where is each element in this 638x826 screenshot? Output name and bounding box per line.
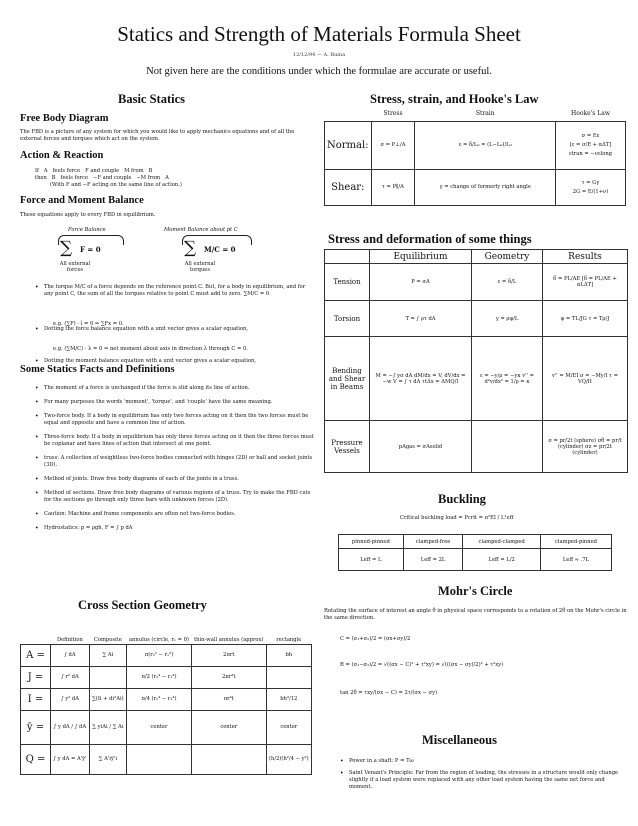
table-row-key: J = bbox=[21, 666, 51, 688]
table-cell: v'' = M/EI σ = −My/I τ = VQ/It bbox=[542, 337, 627, 421]
table-row-key: A = bbox=[21, 644, 51, 666]
table-header: Results bbox=[542, 250, 627, 264]
misc-item: • Saint Venant's Principle: Far from the region of loading, the stresses in a structure would only change slightly if a load system were replaced with any other load system having the same net force and moment. bbox=[340, 770, 622, 791]
stress-deformation-title: Stress and deformation of some things bbox=[328, 232, 532, 246]
hooke-line: τ = Gγ bbox=[581, 179, 600, 186]
hooke-shear-cell bbox=[556, 169, 626, 205]
table-cell: Leff = L bbox=[339, 549, 404, 571]
table-cell: γ = ρφ/L bbox=[472, 301, 543, 337]
statics-bullet: • Dotting the force balance equation with a unit vector gives a scalar equation, bbox=[35, 326, 315, 333]
table-header: Stress bbox=[371, 107, 415, 121]
fbd-title: Free Body Diagram bbox=[20, 113, 109, 124]
table-cell: δ = PL/AE [δ = PL/AE + αLΔT] bbox=[542, 264, 627, 301]
table-row-key: ȳ = bbox=[21, 710, 51, 744]
force-balance-eq: F = 0 bbox=[80, 245, 101, 254]
table-cell: center bbox=[191, 710, 266, 744]
table-cell: center bbox=[126, 710, 191, 744]
table-cell: center bbox=[266, 710, 311, 744]
table-header: thin-wall annulus (approx) bbox=[191, 614, 266, 644]
table-cell: Leff = L/2 bbox=[463, 549, 540, 571]
table-cell: ∫ dA bbox=[51, 644, 90, 666]
table-header: clamped-pinned bbox=[540, 535, 611, 549]
basic-statics-title: Basic Statics bbox=[118, 92, 186, 106]
table-cell: πr³t bbox=[191, 688, 266, 710]
statics-bullet: • Dotting the moment balance equation with a unit vector gives a scalar equation, bbox=[35, 358, 315, 365]
fb-under2: forces bbox=[66, 267, 84, 273]
fact-item: • Hydrostatics: p = ρgh, F = ∫ p dA bbox=[35, 525, 317, 532]
table-cell: 2πr³t bbox=[191, 666, 266, 688]
force-balance-label: Force Balance bbox=[68, 227, 106, 233]
sum-symbol: ∑ bbox=[60, 238, 73, 258]
fbd-text: The FBD is a picture of any system for which you would like to apply mechanics equations and of all the external forces and torques which act on the system. bbox=[20, 129, 295, 142]
stress-deformation-table bbox=[324, 249, 628, 473]
stress-strain-title: Stress, strain, and Hooke's Law bbox=[370, 92, 539, 106]
table-header: clamped-free bbox=[403, 535, 463, 549]
table-cell: π/2 (r₂⁴ − r₁⁴) bbox=[126, 666, 191, 688]
fact-item: • The moment of a force is unchanged if the force is slid along its line of action. bbox=[35, 385, 317, 392]
bullet-eq: e.g. (∑F) · î = 0 ⇒ ∑Fx = 0. bbox=[53, 321, 124, 327]
subtitle: Not given here are the conditions under which the formulae are accurate or useful. bbox=[146, 66, 492, 77]
table-cell: γ = change of formerly right angle bbox=[415, 169, 556, 205]
fact-item: • Method of joints. Draw free body diagrams of each of the joints in a truss. bbox=[35, 476, 317, 483]
fmb-title: Force and Moment Balance bbox=[20, 195, 144, 206]
fmb-text: These equations apply to every FBD in equilibrium. bbox=[20, 212, 156, 218]
date-author: 12/12/94 — A. Ruina bbox=[292, 52, 346, 58]
mohr-angle-eq: tan 2θ = τxy/(σx − C) = 2τ/(σx − σy) bbox=[340, 690, 438, 696]
table-header: Strain bbox=[415, 107, 556, 121]
table-cell: π/4 (r₂⁴ − r₁⁴) bbox=[126, 688, 191, 710]
table-row-label: Pressure Vessels bbox=[325, 421, 370, 473]
table-cell bbox=[21, 614, 51, 644]
hooke-line: εtran = −νεlong bbox=[569, 151, 612, 157]
table-cell: 2πrt bbox=[191, 644, 266, 666]
misc-list bbox=[340, 758, 622, 791]
table-cell: ∫ y dA / ∫ dA bbox=[51, 710, 90, 744]
table-header: Hooke's Law bbox=[556, 107, 626, 121]
table-cell: Leff ≈ .7L bbox=[540, 549, 611, 571]
table-cell bbox=[472, 421, 543, 473]
table-cell: ∑(Ii + di²Ai) bbox=[89, 688, 126, 710]
table-header: Equilibrium bbox=[370, 250, 472, 264]
table-cell: ε = −y/ρ = −yκ v'' = d²v/dx² = 1/ρ = κ bbox=[472, 337, 543, 421]
misc-title: Miscellaneous bbox=[422, 733, 497, 747]
hooke-normal-cell bbox=[556, 121, 626, 169]
ar-line2: then B feels force −F and couple −M from A bbox=[35, 175, 169, 181]
cross-section-title: Cross Section Geometry bbox=[78, 598, 207, 612]
bullet-eq: e.g. (∑M/C) · λ = 0 ⇒ net moment about axis in direction λ through C = 0. bbox=[53, 346, 248, 352]
mb-under1: All external bbox=[184, 261, 216, 267]
hooke-line: [ε = σ/E + αΔT] bbox=[569, 142, 612, 148]
table-header: clamped-clamped bbox=[463, 535, 540, 549]
fact-item: • Caution: Machine and frame components are often not two-force bodies. bbox=[35, 511, 317, 518]
table-cell: ∑ A'iȳ'i bbox=[89, 744, 126, 774]
fact-item: • truss: A collection of weightless two-force bodies connected with hinges (2D) or ball and socket joints (3D). bbox=[35, 455, 317, 469]
table-cell: P = σA bbox=[370, 264, 472, 301]
table-cell: ∫ r² dA bbox=[51, 666, 90, 688]
table-cell bbox=[325, 107, 372, 121]
table-cell bbox=[266, 666, 311, 688]
table-row-key: Q = bbox=[21, 744, 51, 774]
sum-symbol: ∑ bbox=[184, 238, 197, 258]
moment-balance-label: Moment Balance about pt C bbox=[164, 227, 238, 233]
table-cell: ∫ y² dA bbox=[51, 688, 90, 710]
table-header: annulus (circle, r₁ = 0) bbox=[126, 614, 191, 644]
statics-bullet: • The torque M/C of a force depends on the reference point C. But, for a body in equilibrium, and for any point C, the sum of all the torques relative to point C must add to zero. ∑M/C = 0 bbox=[35, 284, 315, 298]
table-cell: M = −∫ yσ dA dM/dx = V, dV/dx = −w V = ∫ τ dA τtΔx = ΔMQ/I bbox=[370, 337, 472, 421]
table-cell: φ = TL/JG τ = Tρ/J bbox=[542, 301, 627, 337]
statics-facts-title: Some Statics Facts and Definitions bbox=[20, 364, 175, 375]
table-row-label: Torsion bbox=[325, 301, 370, 337]
table-header: pinned-pinned bbox=[339, 535, 404, 549]
table-cell: ∫ y dA = A'ȳ' bbox=[51, 744, 90, 774]
fact-item: • For many purposes the words 'moment', 'torque', and 'couple' have the same meaning. bbox=[35, 399, 317, 406]
table-cell: ∑ Ai bbox=[89, 644, 126, 666]
moment-balance-eq: M/C = 0 bbox=[204, 245, 236, 254]
table-cell: ε = δ/L bbox=[472, 264, 543, 301]
table-header: rectangle bbox=[266, 614, 311, 644]
table-cell: σ = P⊥/A bbox=[371, 121, 415, 169]
table-cell: T = ∫ ρτ dA bbox=[370, 301, 472, 337]
cross-section-table bbox=[20, 614, 312, 775]
table-cell: Leff = 2L bbox=[403, 549, 463, 571]
fact-item: • Method of sections. Draw free body diagrams of various regions of a truss. Try to make the FBD cuts for the sections go through only three bars with unknown forces (2D). bbox=[35, 490, 317, 504]
table-cell: τ = P∥/A bbox=[371, 169, 415, 205]
fb-under1: All external bbox=[59, 261, 91, 267]
statics-facts-list bbox=[35, 385, 317, 532]
table-cell bbox=[325, 250, 370, 264]
table-cell: bh bbox=[266, 644, 311, 666]
mohr-radius-eq: R = (σ₁−σ₂)/2 = √((σx − C)² + τ²xy) = √(((σx − σy)/2)² + τ²xy) bbox=[340, 662, 504, 668]
table-cell: π(r₂² − r₁²) bbox=[126, 644, 191, 666]
table-cell bbox=[126, 744, 191, 774]
critical-load: Critical buckling load = Pcrit = π²EI / L²eff bbox=[400, 515, 514, 521]
table-row-label: Bending and Shear in Beams bbox=[325, 337, 370, 421]
table-row-label: Tension bbox=[325, 264, 370, 301]
table-cell: ∑ yiAi / ∑ Ai bbox=[89, 710, 126, 744]
shear-row-label: Shear: bbox=[325, 169, 372, 205]
mohr-title: Mohr's Circle bbox=[438, 584, 513, 598]
mohr-center-eq: C = (σ₁+σ₂)/2 = (σx+σy)/2 bbox=[340, 636, 411, 642]
fact-item: • Two-force body. If a body in equilibrium has only two forces acting on it then the two forces must be equal and opposite and have a common line of action. bbox=[35, 413, 317, 427]
table-header: Geometry bbox=[472, 250, 543, 264]
hooke-line: σ = Eε bbox=[581, 133, 600, 139]
buckling-table bbox=[338, 534, 612, 571]
table-cell: (h/2)(h²/4 − y²) bbox=[266, 744, 311, 774]
table-row-key: I = bbox=[21, 688, 51, 710]
hooke-line: 2G = E/(1+ν) bbox=[572, 188, 609, 195]
action-reaction-title: Action & Reaction bbox=[20, 150, 104, 161]
ar-line1: If A feels force F and couple M from B bbox=[35, 168, 153, 174]
page-title: Statics and Strength of Materials Formula Sheet bbox=[117, 22, 521, 46]
table-header: Definition bbox=[51, 614, 90, 644]
mohr-text: Rotating the surface of interest an angle θ in physical space corresponds to a rotation of 2θ on the Mohr's circle in the same direction. bbox=[324, 608, 627, 621]
buckling-title: Buckling bbox=[438, 492, 486, 506]
ar-line3: (With F and −F acting on the same line of action.) bbox=[50, 182, 182, 188]
table-cell bbox=[89, 666, 126, 688]
mb-under2: torques bbox=[189, 267, 211, 273]
misc-item: • Power in a shaft: P = Tω bbox=[340, 758, 622, 765]
normal-row-label: Normal: bbox=[325, 121, 372, 169]
table-header: Composite bbox=[89, 614, 126, 644]
table-cell: pAgas = σAsolid bbox=[370, 421, 472, 473]
table-cell: σ = pr/2t (sphere) σθ = pr/t (cylinder) σz = pr/2t (cylinder) bbox=[542, 421, 627, 473]
stress-strain-table bbox=[324, 107, 626, 206]
table-cell: ε = δ/L₀ = (L−L₀)/L₀ bbox=[415, 121, 556, 169]
table-cell bbox=[191, 744, 266, 774]
fact-item: • Three-force body. If a body in equilibrium has only three forces acting on it then the three forces must be coplanar and have lines of action that intersect at one point. bbox=[35, 434, 317, 448]
table-cell: bh³/12 bbox=[266, 688, 311, 710]
